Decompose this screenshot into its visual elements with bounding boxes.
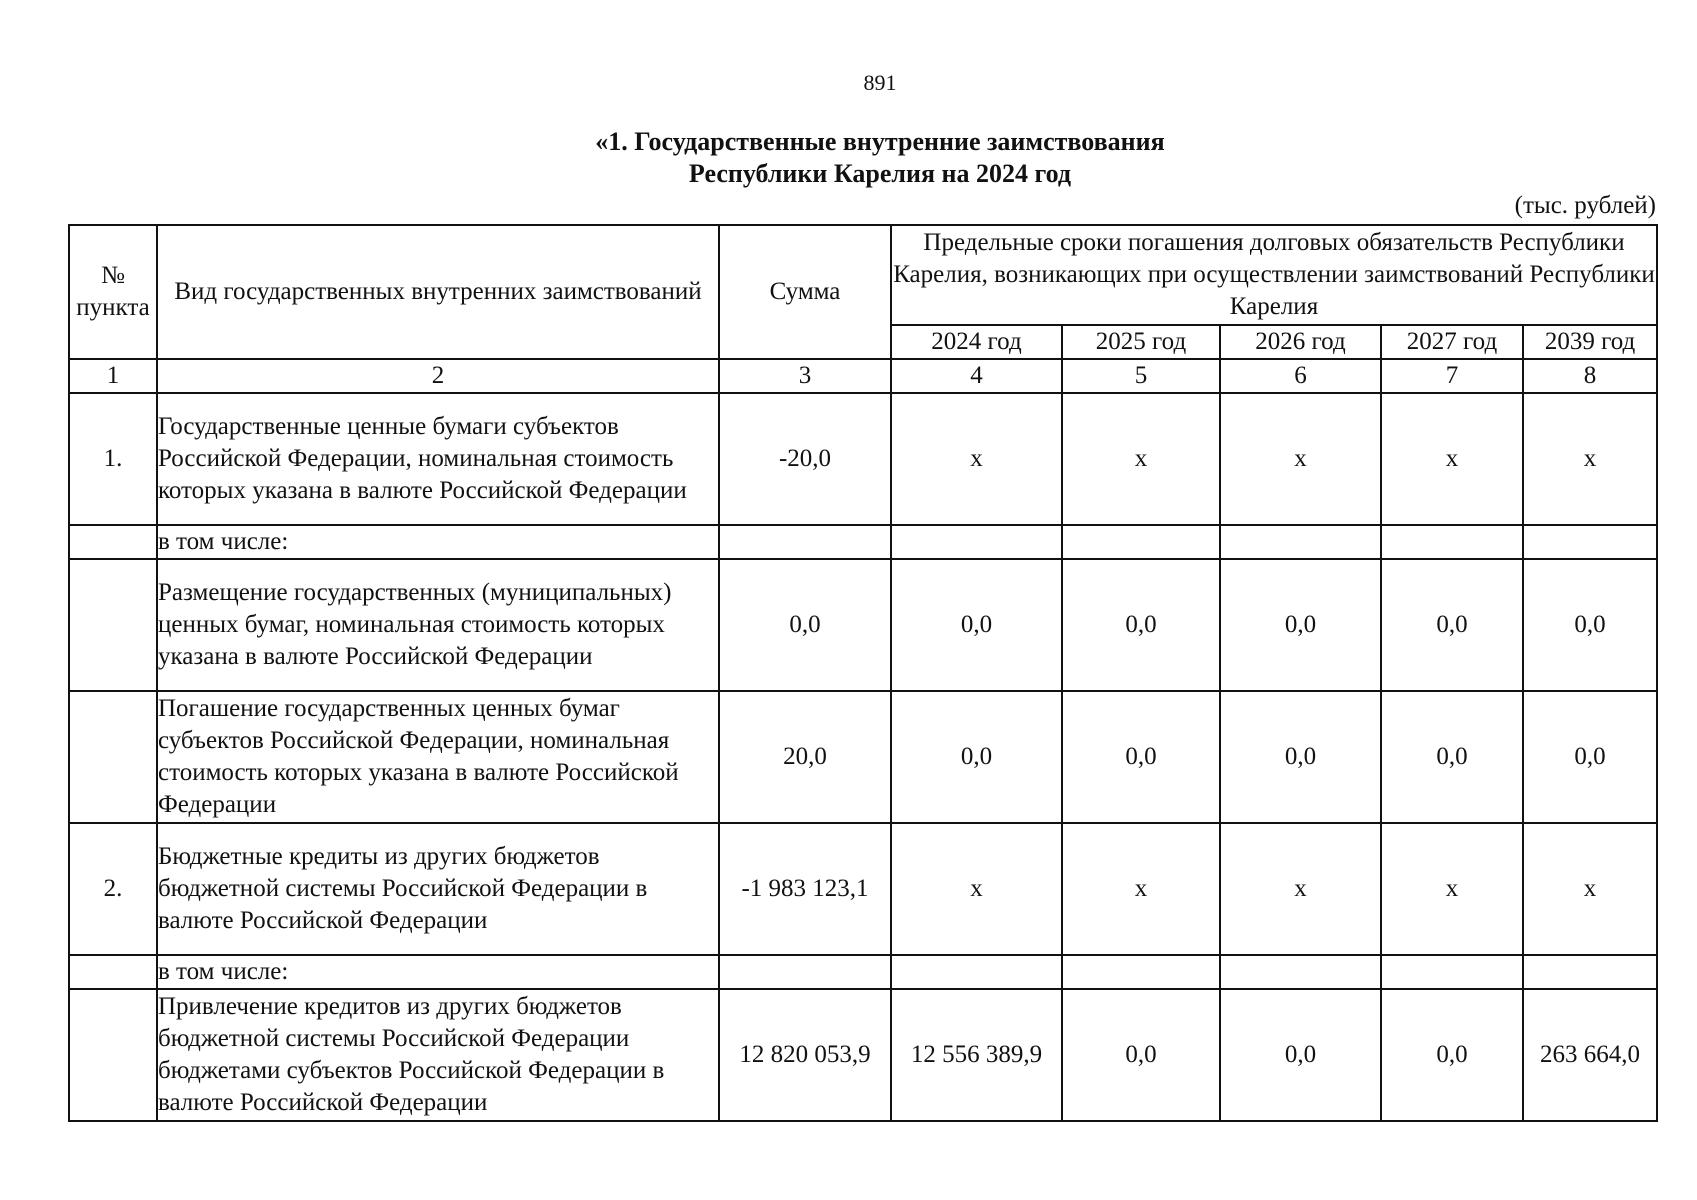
- units-note: (тыс. рублей): [1514, 192, 1656, 219]
- row-number: 2.: [69, 823, 157, 955]
- row-year-value: [1523, 955, 1657, 989]
- row-name: Бюджетные кредиты из других бюджетов бюджетной системы Российской Федерации в валюте Российской Федерации: [157, 823, 719, 955]
- row-number: [69, 989, 157, 1121]
- header-year: 2024 год: [891, 325, 1062, 359]
- borrowings-table: [68, 224, 1658, 1122]
- row-year-value: 0,0: [1220, 559, 1381, 691]
- row-number: [69, 691, 157, 823]
- document-title: [0, 126, 1697, 190]
- row-year-value: [1523, 525, 1657, 559]
- row-year-value: х: [1220, 393, 1381, 525]
- header-sum: Сумма: [719, 225, 891, 359]
- header-year: 2025 год: [1062, 325, 1220, 359]
- header-year: 2026 год: [1220, 325, 1381, 359]
- column-numbers-row: [69, 359, 1657, 393]
- row-sum: [719, 955, 891, 989]
- row-year-value: 0,0: [1062, 559, 1220, 691]
- row-sum: -20,0: [719, 393, 891, 525]
- row-year-value: [1381, 525, 1523, 559]
- row-year-value: 0,0: [1220, 989, 1381, 1121]
- row-year-value: 0,0: [1062, 989, 1220, 1121]
- row-year-value: х: [1523, 823, 1657, 955]
- column-number: 5: [1062, 359, 1220, 393]
- row-year-value: [891, 525, 1062, 559]
- row-year-value: х: [1381, 393, 1523, 525]
- row-year-value: 0,0: [1381, 691, 1523, 823]
- row-year-value: [1220, 525, 1381, 559]
- row-year-value: 0,0: [1381, 989, 1523, 1121]
- table-row: [69, 691, 1657, 823]
- header-repayment-terms: Предельные сроки погашения долговых обязательств Республики Карелия, возникающих при осуществлении заимствований Республики Карелия: [891, 225, 1657, 325]
- column-number: 7: [1381, 359, 1523, 393]
- row-year-value: 0,0: [1523, 559, 1657, 691]
- row-year-value: 12 556 389,9: [891, 989, 1062, 1121]
- row-sum: 0,0: [719, 559, 891, 691]
- row-sum: -1 983 123,1: [719, 823, 891, 955]
- row-year-value: [1220, 955, 1381, 989]
- row-year-value: [1062, 525, 1220, 559]
- row-year-value: х: [1381, 823, 1523, 955]
- column-number: 4: [891, 359, 1062, 393]
- header-year: 2027 год: [1381, 325, 1523, 359]
- row-sum: [719, 525, 891, 559]
- table-row: [69, 823, 1657, 955]
- row-year-value: [1062, 955, 1220, 989]
- table-row: [69, 989, 1657, 1121]
- row-name: Государственные ценные бумаги субъектов Российской Федерации, номинальная стоимость которых указана в валюте Российской Федерации: [157, 393, 719, 525]
- row-year-value: х: [891, 393, 1062, 525]
- row-year-value: х: [1062, 823, 1220, 955]
- row-name: Размещение государственных (муниципальных) ценных бумаг, номинальная стоимость которых указана в валюте Российской Федерации: [157, 559, 719, 691]
- row-number: [69, 525, 157, 559]
- column-number: 1: [69, 359, 157, 393]
- row-sum: 20,0: [719, 691, 891, 823]
- row-year-value: [1381, 955, 1523, 989]
- header-year: 2039 год: [1523, 325, 1657, 359]
- row-year-value: 0,0: [1220, 691, 1381, 823]
- row-sum: 12 820 053,9: [719, 989, 891, 1121]
- row-year-value: х: [1062, 393, 1220, 525]
- row-year-value: х: [1523, 393, 1657, 525]
- row-name: Погашение государственных ценных бумаг субъектов Российской Федерации, номинальная стоимость которых указана в валюте Российской Федерации: [157, 691, 719, 823]
- row-number: [69, 955, 157, 989]
- row-number: 1.: [69, 393, 157, 525]
- row-year-value: х: [1220, 823, 1381, 955]
- table-row: [69, 393, 1657, 525]
- header-number: № пункта: [69, 225, 157, 359]
- header-borrowing-type: Вид государственных внутренних заимствований: [157, 225, 719, 359]
- table-row: [69, 525, 1657, 559]
- row-year-value: 0,0: [1062, 691, 1220, 823]
- row-name: Привлечение кредитов из других бюджетов бюджетной системы Российской Федерации бюджетами субъектов Российской Федерации в валюте Российской Федерации: [157, 989, 719, 1121]
- title-line-2: Республики Карелия на 2024 год: [688, 159, 1072, 188]
- table-row: [69, 955, 1657, 989]
- row-number: [69, 559, 157, 691]
- row-year-value: 0,0: [1381, 559, 1523, 691]
- row-name: в том числе:: [157, 955, 719, 989]
- column-number: 8: [1523, 359, 1657, 393]
- row-name: в том числе:: [157, 525, 719, 559]
- row-year-value: 0,0: [1523, 691, 1657, 823]
- page-number: 891: [863, 70, 897, 95]
- title-line-1: «1. Государственные внутренние заимствования: [595, 127, 1165, 156]
- column-number: 3: [719, 359, 891, 393]
- table-row: [69, 559, 1657, 691]
- row-year-value: 263 664,0: [1523, 989, 1657, 1121]
- column-number: 2: [157, 359, 719, 393]
- column-number: 6: [1220, 359, 1381, 393]
- row-year-value: 0,0: [891, 691, 1062, 823]
- row-year-value: [891, 955, 1062, 989]
- row-year-value: 0,0: [891, 559, 1062, 691]
- row-year-value: х: [891, 823, 1062, 955]
